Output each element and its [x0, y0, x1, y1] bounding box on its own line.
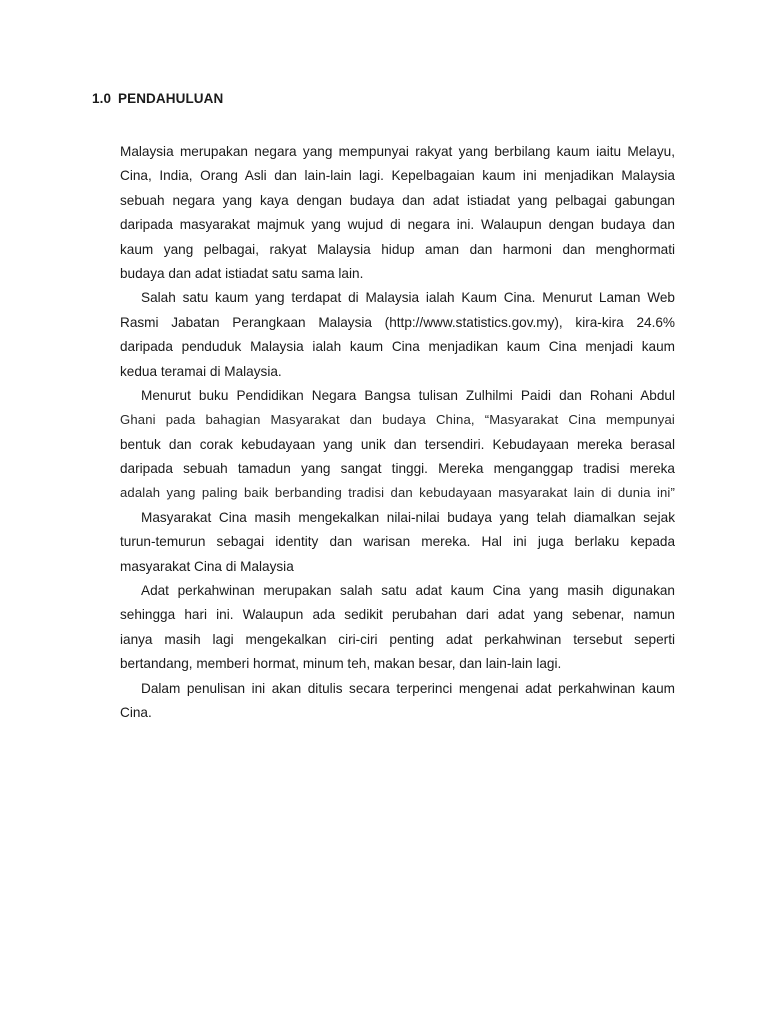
- text-line: Malaysia merupakan negara yang mempunyai rakyat yang berbilang kaum iaitu Melayu,: [120, 144, 675, 159]
- text-line: Rasmi Jabatan Perangkaan Malaysia (http://www.statistics.gov.my), kira-kira 24.6%: [120, 314, 675, 330]
- text-line: daripada sebuah tamadun yang sangat tinggi. Mereka menganggap tradisi mereka: [120, 461, 675, 477]
- section-heading: [92, 91, 223, 106]
- section-title: PENDAHULUAN: [118, 91, 224, 106]
- text-line: daripada masyarakat majmuk yang wujud di negara ini. Walaupun dengan budaya dan: [120, 217, 675, 233]
- text-line: kedua teramai di Malaysia.: [120, 363, 282, 379]
- text-line: Cina, India, Orang Asli dan lain-lain lagi. Kepelbagaian kaum ini menjadikan Malaysia: [120, 168, 675, 184]
- text-line: masyarakat Cina di Malaysia: [120, 558, 294, 574]
- text-line: ianya masih lagi mengekalkan ciri-ciri penting adat perkahwinan tersebut seperti: [120, 631, 675, 647]
- text-line: adalah yang paling baik berbanding tradisi dan kebudayaan masyarakat lain di dunia ini”: [120, 485, 675, 501]
- text-line: Dalam penulisan ini akan ditulis secara terperinci mengenai adat perkahwinan kaum: [141, 680, 675, 696]
- section-number: 1.0: [92, 91, 112, 106]
- text-line: bentuk dan corak kebudayaan yang unik dan tersendiri. Kebudayaan mereka berasal: [120, 436, 675, 452]
- text-line: Adat perkahwinan merupakan salah satu adat kaum Cina yang masih digunakan: [141, 583, 675, 599]
- text-line: Salah satu kaum yang terdapat di Malaysia ialah Kaum Cina. Menurut Laman Web: [141, 290, 675, 306]
- text-line: Menurut buku Pendidikan Negara Bangsa tulisan Zulhilmi Paidi dan Rohani Abdul: [141, 387, 675, 403]
- text-line: Masyarakat Cina masih mengekalkan nilai-nilai budaya yang telah diamalkan sejak: [141, 509, 675, 525]
- text-line: budaya dan adat istiadat satu sama lain.: [120, 265, 364, 281]
- body-text: [120, 140, 675, 725]
- text-line: bertandang, memberi hormat, minum teh, makan besar, dan lain-lain lagi.: [120, 656, 562, 672]
- text-line: Ghani pada bahagian Masyarakat dan budaya China, “Masyarakat Cina mempunyai: [120, 412, 675, 428]
- text-line: Cina.: [120, 704, 152, 720]
- text-line: kaum yang pelbagai, rakyat Malaysia hidup aman dan harmoni dan menghormati: [120, 241, 675, 257]
- text-line: daripada penduduk Malaysia ialah kaum Cina menjadikan kaum Cina menjadi kaum: [120, 339, 675, 355]
- text-line: sebuah negara yang kaya dengan budaya dan adat istiadat yang pelbagai gabungan: [120, 192, 675, 208]
- text-line: sehingga hari ini. Walaupun ada sedikit perubahan dari adat yang sebenar, namun: [120, 607, 675, 623]
- text-line: turun-temurun sebagai identity dan warisan mereka. Hal ini juga berlaku kepada: [120, 534, 675, 550]
